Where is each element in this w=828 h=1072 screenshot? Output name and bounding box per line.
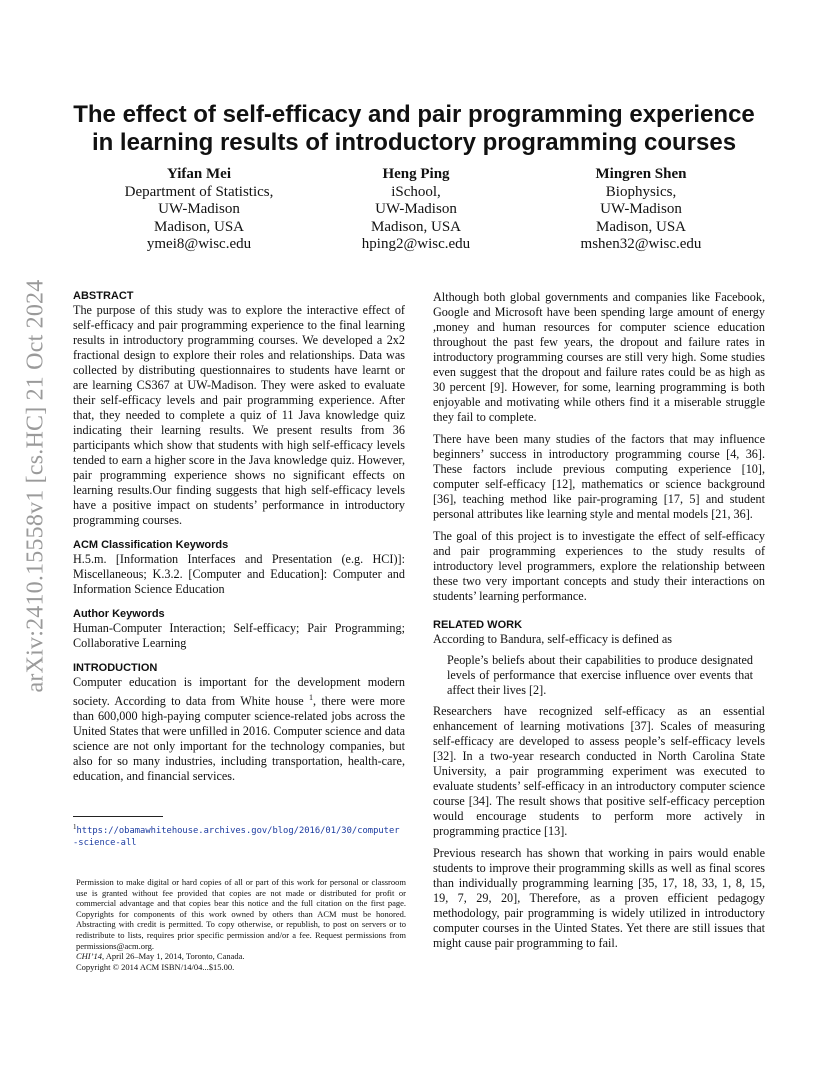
footnote-link[interactable]: https://obamawhitehouse.archives.gov/blog/2016/01/30/computer-science-all — [73, 825, 400, 848]
abstract-text: The purpose of this study was to explore the interactive effect of self-efficacy and pair programming experience to the final learning results in introductory programming courses. We developed a 2x2 fractional design to explore their roles and relationships. Data was collected by distributing questionnaires to students have learnt or are learning CS367 at UW-Madison. They were asked to evaluate their self-efficacy levels and pair programming experience. After that, they needed to complete a quiz of 11 Java knowledge quiz indicating their learning results. We present results from 36 participants which show that students with high self-efficacy levels tended to earn a higher score in the Java knowledge quiz. However, pair programming experience shows no significant effects on learning results.Our finding suggests that high self-efficacy levels have a positive impact on students’ performance in introductory programming courses. — [73, 303, 405, 527]
paper-title — [60, 101, 768, 157]
author-name: Mingren Shen — [595, 166, 687, 182]
conference-name: CHI’14 — [76, 951, 102, 962]
related-work-intro: According to Bandura, self-efficacy is defined as — [433, 632, 673, 646]
right-column — [433, 290, 765, 951]
conference-details: , April 26–May 1, 2014, Toronto, Canada. — [101, 951, 245, 962]
author-email: mshen32@wisc.edu — [580, 236, 702, 253]
related-work-paragraph: Researchers have recognized self-efficacy as an essential enhancement of learning motivations [37]. Scales of measuring self-efficacy are developed to assess people’s self-efficacy levels [32]. In a two-year research conducted in North Carolina State University, a pair programming experiment was executed to evaluate students’ self-efficacy in an introductory computer science course [34]. The result shows that positive self-efficacy perception would encourage students to perform more actively in programming practice [13]. — [433, 704, 765, 838]
author-location: Madison, USA — [595, 218, 686, 235]
author-location: Madison, USA — [370, 218, 461, 235]
author-institution: UW-Madison — [600, 201, 682, 218]
introduction-paragraph: There have been many studies of the factors that may influence beginners’ success in introductory programming course [4, 36]. These factors include previous computing experience [10], computer self-efficacy [12], mathematics or science background [36], teaching method like pair-programing [17, 5] and student personal attributes like learning style and mental models [21, 36]. — [433, 432, 765, 521]
permission-text: Permission to make digital or hard copies of all or part of this work for personal or classroom use is granted without fee provided that copies are not made or distributed for profit or commercial advantage and that copies bear this notice and the full citation on the first page. Copyrights for components of this work owned by others than ACM must be honored. Abstracting with credit is permitted. To copy otherwise, or republish, to post on servers or to redistribute to lists, requires prior specific permission and/or a fee. Request permissions from permissions@acm.org. — [76, 877, 406, 951]
author-email: ymei8@wisc.edu — [146, 236, 252, 253]
permission-block — [76, 877, 406, 972]
title-line-2: in learning results of introductory programming courses — [91, 129, 737, 156]
abstract-section — [73, 289, 405, 528]
acm-classification-text: H.5.m. [Information Interfaces and Presentation (e.g. HCI)]: Miscellaneous; K.3.2. [Computer and Education]: Computer and Information Science Education — [73, 552, 405, 596]
author-affiliation: iSchool, — [391, 183, 441, 200]
author-keywords-section — [73, 607, 405, 651]
related-work-section — [433, 618, 765, 951]
arxiv-sidebar — [16, 279, 56, 693]
footnote-mark: 1 — [73, 823, 77, 831]
author-location: Madison, USA — [153, 218, 244, 235]
author-name: Heng Ping — [382, 166, 450, 182]
author-affiliation: Biophysics, — [605, 183, 677, 200]
left-column — [73, 289, 405, 794]
author-block — [89, 166, 309, 254]
author-name: Yifan Mei — [166, 166, 231, 182]
introduction-section — [73, 661, 405, 784]
introduction-paragraph: Although both global governments and companies like Facebook, Google and Microsoft have been spending large amount of energy ,money and human resources for computer science education throughout the past few years, the dropout and failure rates in introductory programming courses are still very high. Some studies even suggest that the dropout and failure rates could be as high as 30 percent [9]. However, for some, learning programming is both enjoyable and motivating while others find it a miserable struggle they fail to complete. — [433, 290, 765, 424]
conference-line — [76, 951, 406, 962]
introduction-paragraph: The goal of this project is to investigate the effect of self-efficacy and pair programming experiences to the study results of introductory level programmers, explore the relationship between these two very important concepts and study their interactions on students’ learning performance. — [433, 529, 765, 603]
related-work-heading: RELATED WORK — [433, 619, 523, 631]
author-affiliation: Department of Statistics, — [124, 183, 274, 200]
author-keywords-heading: Author Keywords — [73, 608, 165, 620]
author-email: hping2@wisc.edu — [361, 236, 471, 253]
acm-classification-heading: ACM Classification Keywords — [73, 539, 229, 551]
arxiv-identifier: arXiv:2410.15558v1 [cs.HC] 21 Oct 2024 — [22, 279, 49, 693]
copyright-line: Copyright © 2014 ACM ISBN/14/04...$15.00. — [76, 961, 235, 972]
introduction-paragraph — [73, 675, 405, 784]
abstract-heading: ABSTRACT — [73, 290, 134, 302]
intro-text-end: , there were more than 600,000 high-paying computer science-related jobs across the United States that were unfilled in 2016. Computer science and data science are not only important for the technology companies, but also for so many industries, including transportation, health-care, education, and financial services. — [73, 694, 406, 784]
footnote — [73, 821, 403, 849]
title-line-1: The effect of self-efficacy and pair programming experience — [73, 101, 755, 128]
introduction-heading: INTRODUCTION — [73, 662, 158, 674]
bandura-quote: People’s beliefs about their capabilities to produce designated levels of performance that exercise influence over events that affect their lives [2]. — [447, 653, 753, 697]
author-block — [531, 166, 751, 254]
intro-text-start: Computer education is important for the development modern society. According to data from White house — [73, 675, 405, 709]
author-institution: UW-Madison — [375, 201, 457, 218]
author-block — [306, 166, 526, 254]
author-institution: UW-Madison — [158, 201, 240, 218]
related-work-paragraph: Previous research has shown that working in pairs would enable students to improve their programming skills as well as final scores than individually programming learning [35, 17, 18, 33, 1, 8, 15, 19, 7, 29, 20], Therefore, as a proven efficient pedagogy methodology, pair programming is widely utilized in introductory computer courses in the Uinted States. Yet there are still issues that might cause pair programming to fail. — [433, 846, 765, 950]
footnote-divider — [73, 816, 163, 817]
acm-classification-section — [73, 538, 405, 597]
footnote-reference[interactable]: 1 — [309, 693, 314, 702]
author-keywords-text: Human-Computer Interaction; Self-efficacy; Pair Programming; Collaborative Learning — [73, 621, 405, 650]
